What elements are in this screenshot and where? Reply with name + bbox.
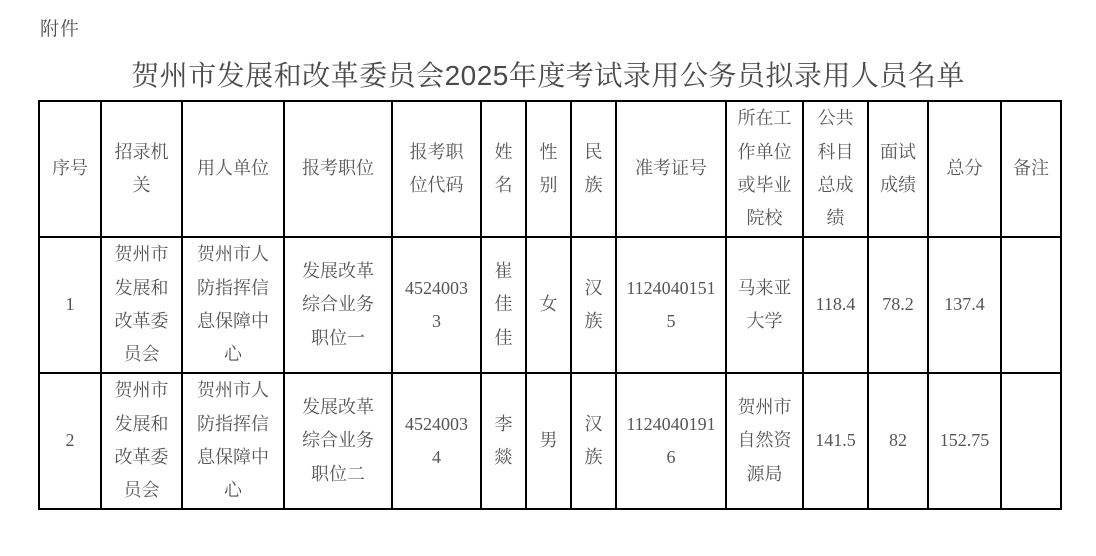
cell-ethnicity: 汉族 xyxy=(571,237,616,373)
header-gender: 性别 xyxy=(526,101,571,237)
table-header-row xyxy=(39,101,1061,237)
cell-interview-score: 78.2 xyxy=(868,237,928,373)
header-agency: 招录机关 xyxy=(101,101,182,237)
header-position: 报考职位 xyxy=(284,101,392,237)
page-title: 贺州市发展和改革委员会2025年度考试录用公务员拟录用人员名单 xyxy=(131,60,965,91)
cell-public-subjects: 141.5 xyxy=(803,373,868,509)
header-seq: 序号 xyxy=(39,101,101,237)
header-name: 姓名 xyxy=(481,101,526,237)
cell-name: 崔佳佳 xyxy=(481,237,526,373)
cell-name: 李燚 xyxy=(481,373,526,509)
roster-table xyxy=(38,100,1062,510)
table-row xyxy=(39,237,1061,373)
header-total-score: 总分 xyxy=(928,101,1001,237)
cell-employer: 贺州市人防指挥信息保障中心 xyxy=(182,373,284,509)
cell-total-score: 152.75 xyxy=(928,373,1001,509)
cell-remark xyxy=(1001,373,1061,509)
cell-interview-score: 82 xyxy=(868,373,928,509)
cell-seq: 2 xyxy=(39,373,101,509)
cell-agency: 贺州市发展和改革委员会 xyxy=(101,237,182,373)
header-remark: 备注 xyxy=(1001,101,1061,237)
cell-ethnicity: 汉族 xyxy=(571,373,616,509)
cell-gender: 男 xyxy=(526,373,571,509)
cell-position: 发展改革综合业务职位二 xyxy=(284,373,392,509)
header-ethnicity: 民族 xyxy=(571,101,616,237)
attachment-label: 附件 xyxy=(40,19,81,40)
cell-work-or-school: 马来亚大学 xyxy=(726,237,803,373)
header-work-or-school: 所在工作单位或毕业院校 xyxy=(726,101,803,237)
header-employer: 用人单位 xyxy=(182,101,284,237)
header-position-code: 报考职位代码 xyxy=(392,101,481,237)
cell-gender: 女 xyxy=(526,237,571,373)
cell-position-code: 45240034 xyxy=(392,373,481,509)
cell-seq: 1 xyxy=(39,237,101,373)
cell-work-or-school: 贺州市自然资源局 xyxy=(726,373,803,509)
header-exam-id: 准考证号 xyxy=(616,101,726,237)
cell-exam-id: 11240401916 xyxy=(616,373,726,509)
cell-position-code: 45240033 xyxy=(392,237,481,373)
table-row xyxy=(39,373,1061,509)
cell-remark xyxy=(1001,237,1061,373)
header-public-subjects: 公共科目总成绩 xyxy=(803,101,868,237)
cell-position: 发展改革综合业务职位一 xyxy=(284,237,392,373)
cell-total-score: 137.4 xyxy=(928,237,1001,373)
header-interview-score: 面试成绩 xyxy=(868,101,928,237)
cell-employer: 贺州市人防指挥信息保障中心 xyxy=(182,237,284,373)
cell-public-subjects: 118.4 xyxy=(803,237,868,373)
cell-exam-id: 11240401515 xyxy=(616,237,726,373)
cell-agency: 贺州市发展和改革委员会 xyxy=(101,373,182,509)
